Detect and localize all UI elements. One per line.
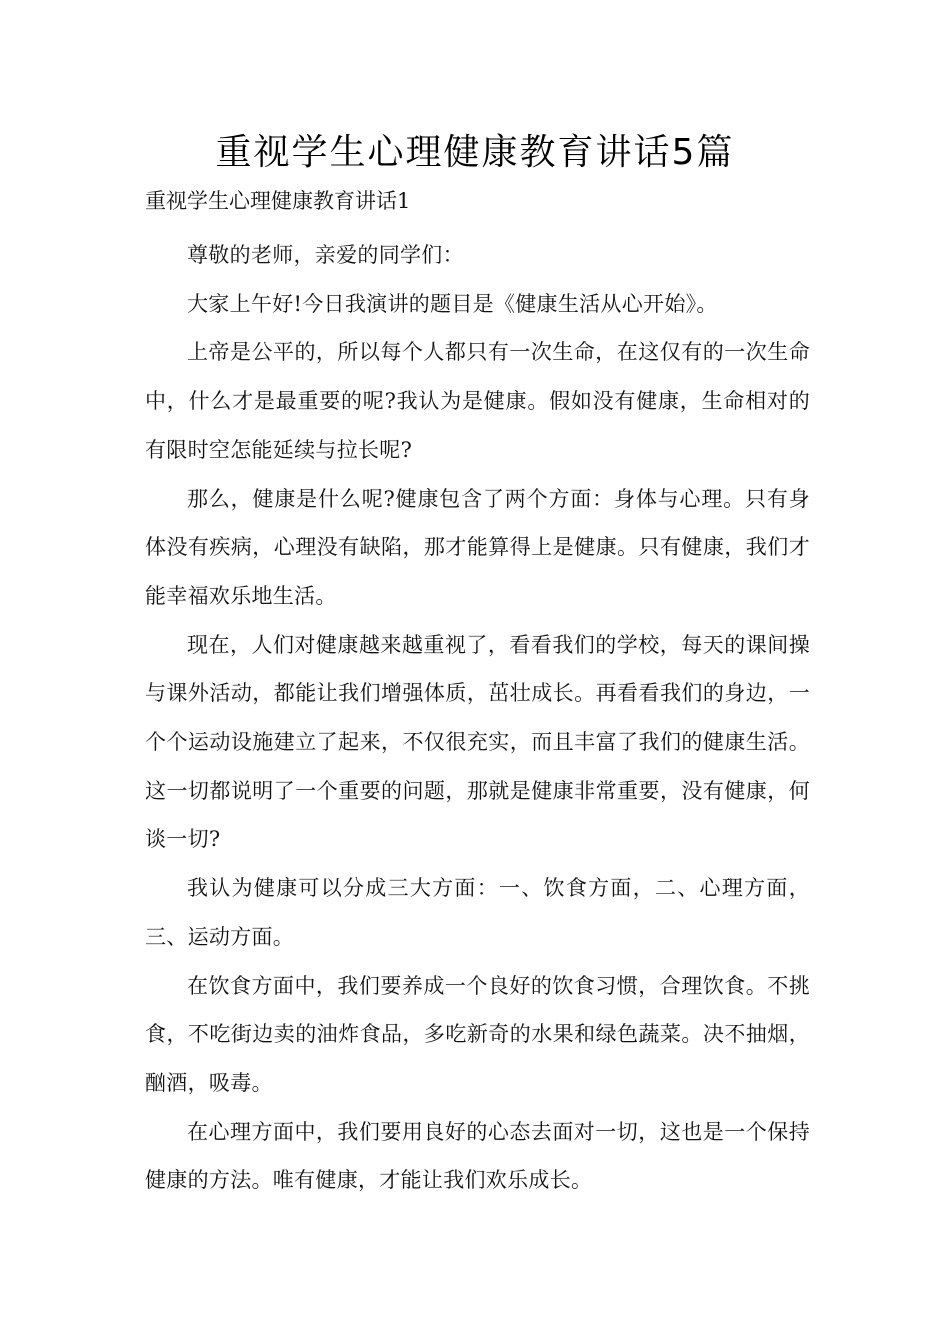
paragraph: 那么，健康是什么呢?健康包含了两个方面：身体与心理。只有身体没有疾病，心理没有缺陷，那才能算得上是健康。只有健康，我们才能幸福欢乐地生活。 [145, 486, 810, 608]
paragraph-topic: 大家上午好!今日我演讲的题目是《健康生活从心开始》。 [187, 291, 718, 316]
paragraph: 我认为健康可以分成三大方面：一、饮食方面，二、心理方面，三、运动方面。 [145, 876, 810, 949]
paragraph: 现在，人们对健康越来越重视了，看看我们的学校，每天的课间操与课外活动，都能让我们增强体质，茁壮成长。再看看我们的身边，一个个运动设施建立了起来，不仅很充实，而且丰富了我们的健康生活。这一切都说明了一个重要的问题，那就是健康非常重要，没有健康，何谈一切? [145, 632, 810, 852]
document-title: 重视学生心理健康教育讲话5篇 [215, 132, 735, 173]
paragraph-greeting: 尊敬的老师，亲爱的同学们： [187, 243, 464, 267]
paragraph: 在心理方面中，我们要用良好的心态去面对一切，这也是一个保持健康的方法。唯有健康，才能让我们欢乐成长。 [145, 1119, 810, 1193]
section-heading: 重视学生心理健康教育讲话1 [145, 189, 411, 213]
document-body [145, 231, 810, 1205]
paragraph: 上帝是公平的，所以每个人都只有一次生命，在这仅有的一次生命中，什么才是最重要的呢?我认为是健康。假如没有健康，生命相对的有限时空怎能延续与拉长呢? [145, 340, 810, 462]
paragraph: 在饮食方面中，我们要养成一个良好的饮食习惯，合理饮食。不挑食，不吃街边卖的油炸食品，多吃新奇的水果和绿色蔬菜。决不抽烟，酗酒，吸毒。 [145, 973, 810, 1095]
